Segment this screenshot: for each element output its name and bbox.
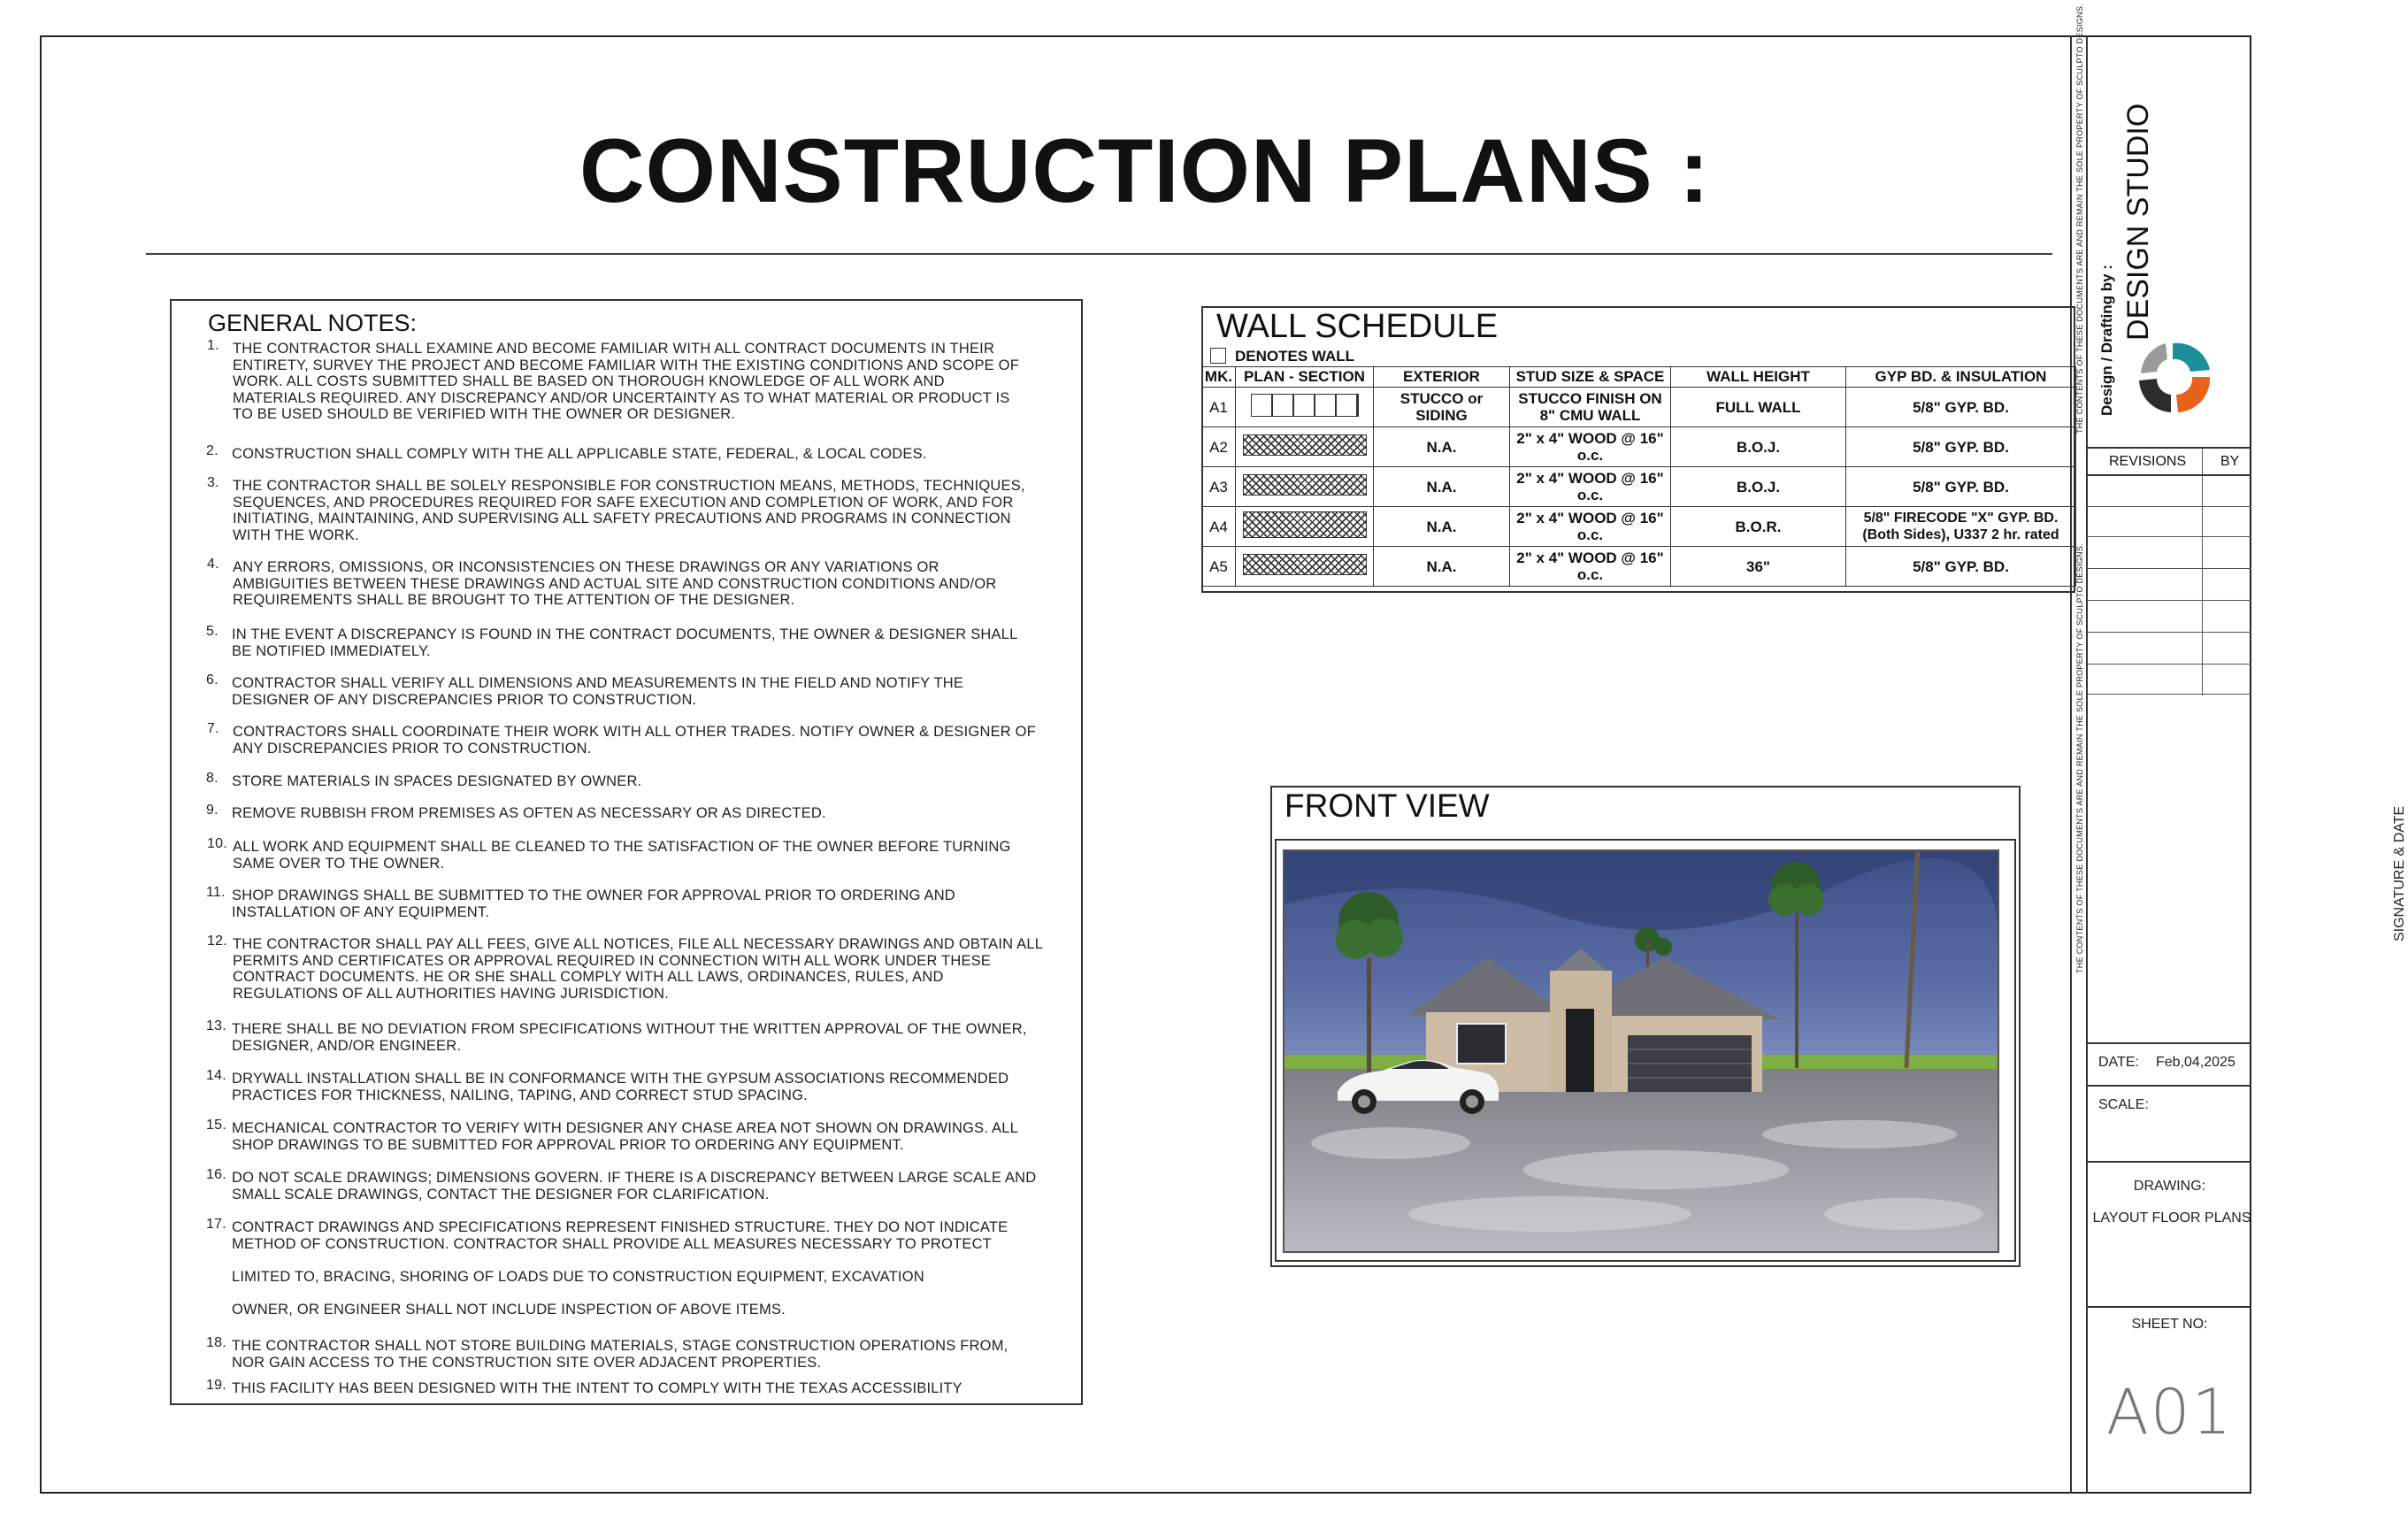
general-note-line	[232, 1252, 1008, 1269]
general-note-item	[206, 771, 642, 790]
drawing-value: LAYOUT FLOOR PLANS	[2092, 1210, 2251, 1226]
col-header-gyp-insulation: GYP BD. & INSULATION	[1846, 367, 2076, 388]
general-note-number: 16.	[206, 1167, 226, 1182]
general-note-item	[206, 1018, 1027, 1054]
general-note-line: WORK. ALL COSTS SUBMITTED SHALL BE BASED ON THOROUGH KNOWLEDGE OF ALL WORK AND	[233, 373, 945, 390]
general-note-line: CONSTRUCTION SHALL COMPLY WITH THE ALL APPLICABLE STATE, FEDERAL, & LOCAL CODES.	[232, 446, 927, 462]
cell-height: B.O.J.	[1671, 427, 1846, 467]
general-note-line: CONTRACTOR SHALL VERIFY ALL DIMENSIONS AND MEASUREMENTS IN THE FIELD AND NOTIFY THE	[232, 675, 964, 691]
revisions-label: REVISIONS	[2109, 454, 2187, 469]
cell-exterior: STUCCO or SIDING	[1374, 388, 1510, 427]
general-note-number: 13.	[206, 1018, 226, 1033]
cell-plan-section	[1236, 467, 1374, 507]
scale-box-top	[2088, 1085, 2251, 1087]
general-note-number: 1.	[207, 338, 219, 353]
date-label: DATE:	[2098, 1055, 2139, 1070]
general-note-item	[207, 721, 1036, 757]
cell-height: B.O.J.	[1671, 467, 1846, 507]
col-header-exterior: EXTERIOR	[1374, 367, 1510, 388]
general-note-line: ANY DISCREPANCIES PRIOR TO CONSTRUCTION.	[233, 740, 592, 757]
studio-name: DESIGN STUDIO	[2121, 103, 2155, 341]
cell-height: FULL WALL	[1671, 388, 1846, 427]
cell-gyp: 5/8" GYP. BD.	[1846, 427, 2076, 467]
general-notes-heading: GENERAL NOTES:	[208, 310, 418, 336]
denotes-wall-legend	[1210, 348, 1354, 365]
general-note-number: 7.	[207, 721, 219, 736]
general-note-line: DRYWALL INSTALLATION SHALL BE IN CONFORMANCE WITH THE GYPSUM ASSOCIATIONS RECOMMENDED	[232, 1071, 1009, 1087]
cell-stud: 2" x 4" WOOD @ 16" o.c.	[1510, 427, 1671, 467]
general-note-line: ENTIRETY, SURVEY THE PROJECT AND BECOME FAMILIAR WITH THE EXISTING CONDITIONS AND SCOPE OF	[233, 357, 1019, 373]
general-note-line: LIMITED TO, BRACING, SHORING OF LOADS DUE TO CONSTRUCTION EQUIPMENT, EXCAVATION	[232, 1268, 924, 1285]
revision-row	[2088, 664, 2251, 665]
cell-exterior: N.A.	[1374, 467, 1510, 507]
general-note-line: THIS FACILITY HAS BEEN DESIGNED WITH THE INTENT TO COMPLY WITH THE TEXAS ACCESSIBILITY	[232, 1380, 962, 1396]
general-note-line: ALL WORK AND EQUIPMENT SHALL BE CLEANED TO THE SATISFACTION OF THE OWNER BEFORE TURNING	[233, 839, 1011, 855]
general-note-line: SMALL SCALE DRAWINGS, CONTACT THE DESIGNER FOR CLARIFICATION.	[232, 1186, 770, 1202]
cell-plan-section	[1236, 388, 1374, 427]
wall-schedule-table	[1201, 366, 2076, 587]
general-note-number: 12.	[207, 934, 227, 949]
page-title: CONSTRUCTION PLANS :	[579, 120, 1710, 221]
signature-date-label: SIGNATURE & DATE	[2392, 805, 2407, 941]
general-note-line: IN THE EVENT A DISCREPANCY IS FOUND IN THE CONTRACT DOCUMENTS, THE OWNER & DESIGNER SHALL	[232, 626, 1018, 642]
cell-plan-section	[1236, 507, 1374, 547]
general-note-line: BE NOTIFIED IMMEDIATELY.	[232, 642, 431, 659]
general-note-item	[206, 803, 826, 822]
cell-stud: STUCCO FINISH ON 8" CMU WALL	[1510, 388, 1671, 427]
cell-exterior: N.A.	[1374, 507, 1510, 547]
cell-height: B.O.R.	[1671, 507, 1846, 547]
general-note-line: DESIGNER, AND/OR ENGINEER.	[232, 1037, 462, 1054]
revisions-by-label: BY	[2220, 454, 2240, 469]
general-note-number: 5.	[206, 624, 219, 639]
general-note-line: MATERIALS REQUIRED. ANY DISCREPANCY AND/OR UNCERTAINTY AS TO WHAT MATERIAL OR PRODUCT IS	[233, 389, 1010, 406]
cell-gyp: 5/8" FIRECODE "X" GYP. BD. (Both Sides), U337 2 hr. rated	[1846, 507, 2076, 547]
general-note-item	[206, 1068, 1009, 1103]
cell-gyp: 5/8" GYP. BD.	[1846, 467, 2076, 507]
cell-mk: A3	[1202, 467, 1236, 507]
date-value: Feb,04,2025	[2156, 1055, 2235, 1070]
cmu-wall-section-icon	[1251, 394, 1359, 417]
table-row	[1202, 467, 2076, 507]
general-note-item	[207, 557, 997, 609]
general-note-line: DESIGNER OF ANY DISCREPANCIES PRIOR TO CONSTRUCTION.	[232, 691, 697, 708]
designer-label: Design / Drafting by :	[2098, 265, 2115, 416]
general-note-line: INITIATING, MAINTAINING, AND SUPERVISING ALL SAFETY PRECAUTIONS AND PROGRAMS IN CONNECTION	[233, 511, 1011, 527]
general-note-item	[206, 1378, 962, 1397]
general-note-line: METHOD OF CONSTRUCTION. CONTRACTOR SHALL PROVIDE ALL MEASURES NECESSARY TO PROTECT	[232, 1235, 992, 1252]
general-note-item	[206, 1217, 1008, 1318]
general-note-number: 19.	[206, 1378, 226, 1393]
ownership-note-top: THE CONTENTS OF THESE DOCUMENTS ARE AND REMAIN THE SOLE PROPERTY OF SCULPTO DESIGNS.	[2075, 4, 2084, 434]
wood-stud-hatch-icon	[1243, 474, 1367, 496]
general-note-line: REMOVE RUBBISH FROM PREMISES AS OFTEN AS NECESSARY OR AS DIRECTED.	[232, 805, 826, 821]
general-note-line: SHOP DRAWINGS TO BE SUBMITTED FOR APPROVAL PRIOR TO ORDERING ANY EQUIPMENT.	[232, 1136, 904, 1153]
rated-wall-hatch-icon	[1243, 511, 1367, 538]
general-note-line: SHOP DRAWINGS SHALL BE SUBMITTED TO THE OWNER FOR APPROVAL PRIOR TO ORDERING AND	[232, 887, 955, 903]
general-note-line: INSTALLATION OF ANY EQUIPMENT.	[232, 903, 490, 920]
general-note-line: PERMITS AND CERTIFICATES OR APPROVAL REQUIRED IN CONNECTION WITH ALL WORK UNDER THESE	[233, 952, 992, 969]
revision-row	[2088, 694, 2251, 695]
cell-mk: A1	[1202, 388, 1236, 427]
general-note-number: 11.	[206, 885, 226, 900]
drawing-label: DRAWING:	[2133, 1179, 2206, 1194]
revision-row	[2088, 536, 2251, 537]
general-note-line: THERE SHALL BE NO DEVIATION FROM SPECIFICATIONS WITHOUT THE WRITTEN APPROVAL OF THE OWNER,	[232, 1021, 1027, 1037]
cell-exterior: N.A.	[1374, 547, 1510, 587]
general-note-item	[207, 475, 1025, 543]
general-note-item	[206, 624, 1018, 659]
general-note-number: 6.	[206, 672, 219, 688]
table-header-row	[1202, 367, 2076, 388]
cell-plan-section	[1236, 547, 1374, 587]
general-note-line: TO BE USED SHOULD BE VERIFIED WITH THE OWNER OR DESIGNER.	[233, 406, 736, 423]
general-note-number: 4.	[207, 557, 219, 572]
general-note-line: REQUIREMENTS SHALL BE BROUGHT TO THE ATTENTION OF THE DESIGNER.	[233, 592, 795, 609]
general-note-line: OWNER, OR ENGINEER SHALL NOT INCLUDE INSPECTION OF ABOVE ITEMS.	[232, 1301, 786, 1318]
general-note-item	[206, 1335, 1008, 1371]
general-note-line: NOR GAIN ACCESS TO THE CONSTRUCTION SITE OVER ADJACENT PROPERTIES.	[232, 1354, 822, 1371]
general-note-line: STORE MATERIALS IN SPACES DESIGNATED BY OWNER.	[232, 773, 642, 789]
general-note-item	[206, 1118, 1018, 1153]
cell-stud: 2" x 4" WOOD @ 16" o.c.	[1510, 547, 1671, 587]
wood-stud-hatch-icon	[1243, 554, 1367, 575]
general-note-number: 2.	[206, 443, 219, 458]
general-note-line: ANY ERRORS, OMISSIONS, OR INCONSISTENCIES ON THESE DRAWINGS OR ANY VARIATIONS OR	[233, 559, 939, 575]
general-note-number: 18.	[206, 1335, 226, 1350]
cell-gyp: 5/8" GYP. BD.	[1846, 547, 2076, 587]
general-note-number: 8.	[206, 771, 219, 786]
sheet-number: A01	[2106, 1376, 2233, 1448]
revisions-column-divider	[2202, 476, 2203, 695]
revision-row	[2088, 632, 2251, 633]
sheet-no-label: SHEET NO:	[2131, 1317, 2208, 1332]
col-header-wall-height: WALL HEIGHT	[1671, 367, 1846, 388]
date-box-top	[2088, 1042, 2251, 1044]
sheet-box-top	[2088, 1306, 2251, 1308]
general-note-number: 15.	[206, 1118, 226, 1133]
wood-stud-hatch-icon	[1243, 434, 1367, 456]
general-note-line: CONTRACTORS SHALL COORDINATE THEIR WORK WITH ALL OTHER TRADES. NOTIFY OWNER & DESIGNER OF	[233, 724, 1036, 740]
general-note-line: CONTRACT DRAWINGS AND SPECIFICATIONS REPRESENT FINISHED STRUCTURE. THEY DO NOT INDICATE	[232, 1219, 1008, 1235]
house-render-illustration	[1285, 851, 1998, 1251]
general-note-item	[206, 1167, 1037, 1202]
general-note-line: MECHANICAL CONTRACTOR TO VERIFY WITH DESIGNER ANY CHASE AREA NOT SHOWN ON DRAWINGS. ALL	[232, 1120, 1018, 1136]
table-row	[1202, 507, 2076, 547]
general-note-item	[207, 338, 1019, 423]
cell-height: 36"	[1671, 547, 1846, 587]
ownership-note-bottom: THE CONTENTS OF THESE DOCUMENTS ARE AND REMAIN THE SOLE PROPERTY OF SCULPTO DESIGNS.	[2075, 543, 2084, 973]
general-note-number: 14.	[206, 1068, 226, 1083]
col-header-plan-section: PLAN - SECTION	[1236, 367, 1374, 388]
cell-plan-section	[1236, 427, 1374, 467]
title-divider	[146, 253, 2052, 255]
general-note-line: SEQUENCES, AND PROCEDURES REQUIRED FOR SAFE EXECUTION AND COMPLETION OF WORK, AND FOR	[233, 494, 1014, 511]
general-note-line: THE CONTRACTOR SHALL BE SOLELY RESPONSIBLE FOR CONSTRUCTION MEANS, METHODS, TECHNIQUES,	[233, 478, 1025, 494]
general-note-line: AMBIGUITIES BETWEEN THESE DRAWINGS AND ACTUAL SITE AND CONSTRUCTION CONDITIONS AND/OR	[233, 575, 997, 592]
general-note-item	[206, 885, 955, 920]
general-note-line: DO NOT SCALE DRAWINGS; DIMENSIONS GOVERN. IF THERE IS A DISCREPANCY BETWEEN LARGE SCALE AND	[232, 1170, 1037, 1186]
general-note-number: 10.	[207, 836, 227, 851]
revision-row	[2088, 568, 2251, 569]
general-note-line	[232, 1285, 1008, 1302]
general-note-item	[206, 672, 964, 708]
cell-stud: 2" x 4" WOOD @ 16" o.c.	[1510, 507, 1671, 547]
col-header-stud-size: STUD SIZE & SPACE	[1510, 367, 1671, 388]
revisions-divider	[2202, 449, 2203, 474]
general-note-line: SAME OVER TO THE OWNER.	[233, 855, 445, 872]
general-note-item	[207, 836, 1011, 872]
general-note-number: 3.	[207, 475, 219, 490]
cell-mk: A5	[1202, 547, 1236, 587]
revisions-grid	[2088, 476, 2251, 695]
table-row	[1202, 427, 2076, 467]
table-row	[1202, 388, 2076, 427]
wall-schedule-title: WALL SCHEDULE	[1216, 308, 1499, 345]
general-note-number: 9.	[206, 803, 219, 818]
revisions-header	[2088, 447, 2251, 476]
general-note-line: CONTRACT DOCUMENTS. HE OR SHE SHALL COMPLY WITH ALL LAWS, ORDINANCES, RULES, AND	[233, 969, 944, 986]
drawing-box-top	[2088, 1161, 2251, 1163]
general-note-line: WITH THE WORK.	[233, 526, 359, 543]
cell-gyp: 5/8" GYP. BD.	[1846, 388, 2076, 427]
general-note-item	[207, 934, 1044, 1002]
studio-logo-icon	[2132, 336, 2216, 420]
general-note-item	[206, 443, 927, 463]
revision-row	[2088, 506, 2251, 507]
cell-mk: A4	[1202, 507, 1236, 547]
general-note-line: THE CONTRACTOR SHALL NOT STORE BUILDING MATERIALS, STAGE CONSTRUCTION OPERATIONS FROM,	[232, 1338, 1008, 1354]
cell-stud: 2" x 4" WOOD @ 16" o.c.	[1510, 467, 1671, 507]
col-header-mk: MK.	[1202, 367, 1236, 388]
denotes-wall-label: DENOTES WALL	[1235, 348, 1355, 365]
cell-mk: A2	[1202, 427, 1236, 467]
general-note-line: THE CONTRACTOR SHALL PAY ALL FEES, GIVE ALL NOTICES, FILE ALL NECESSARY DRAWINGS AND OBTAIN ALL	[233, 936, 1044, 952]
revision-row	[2088, 600, 2251, 601]
general-note-line: THE CONTRACTOR SHALL EXAMINE AND BECOME FAMILIAR WITH ALL CONTRACT DOCUMENTS IN THEIR	[233, 341, 995, 357]
scale-label: SCALE:	[2098, 1097, 2149, 1112]
table-row	[1202, 547, 2076, 587]
general-note-line: PRACTICES FOR THICKNESS, NAILING, TAPING, AND CORRECT STUD SPACING.	[232, 1087, 808, 1103]
front-view-title: FRONT VIEW	[1285, 788, 1490, 824]
general-note-number: 17.	[206, 1217, 226, 1232]
cell-exterior: N.A.	[1374, 427, 1510, 467]
general-note-line: REGULATIONS OF ALL AUTHORITIES HAVING JURISDICTION.	[233, 985, 670, 1002]
legend-checkbox-icon	[1210, 348, 1226, 364]
house-rendering-image	[1283, 849, 1999, 1253]
